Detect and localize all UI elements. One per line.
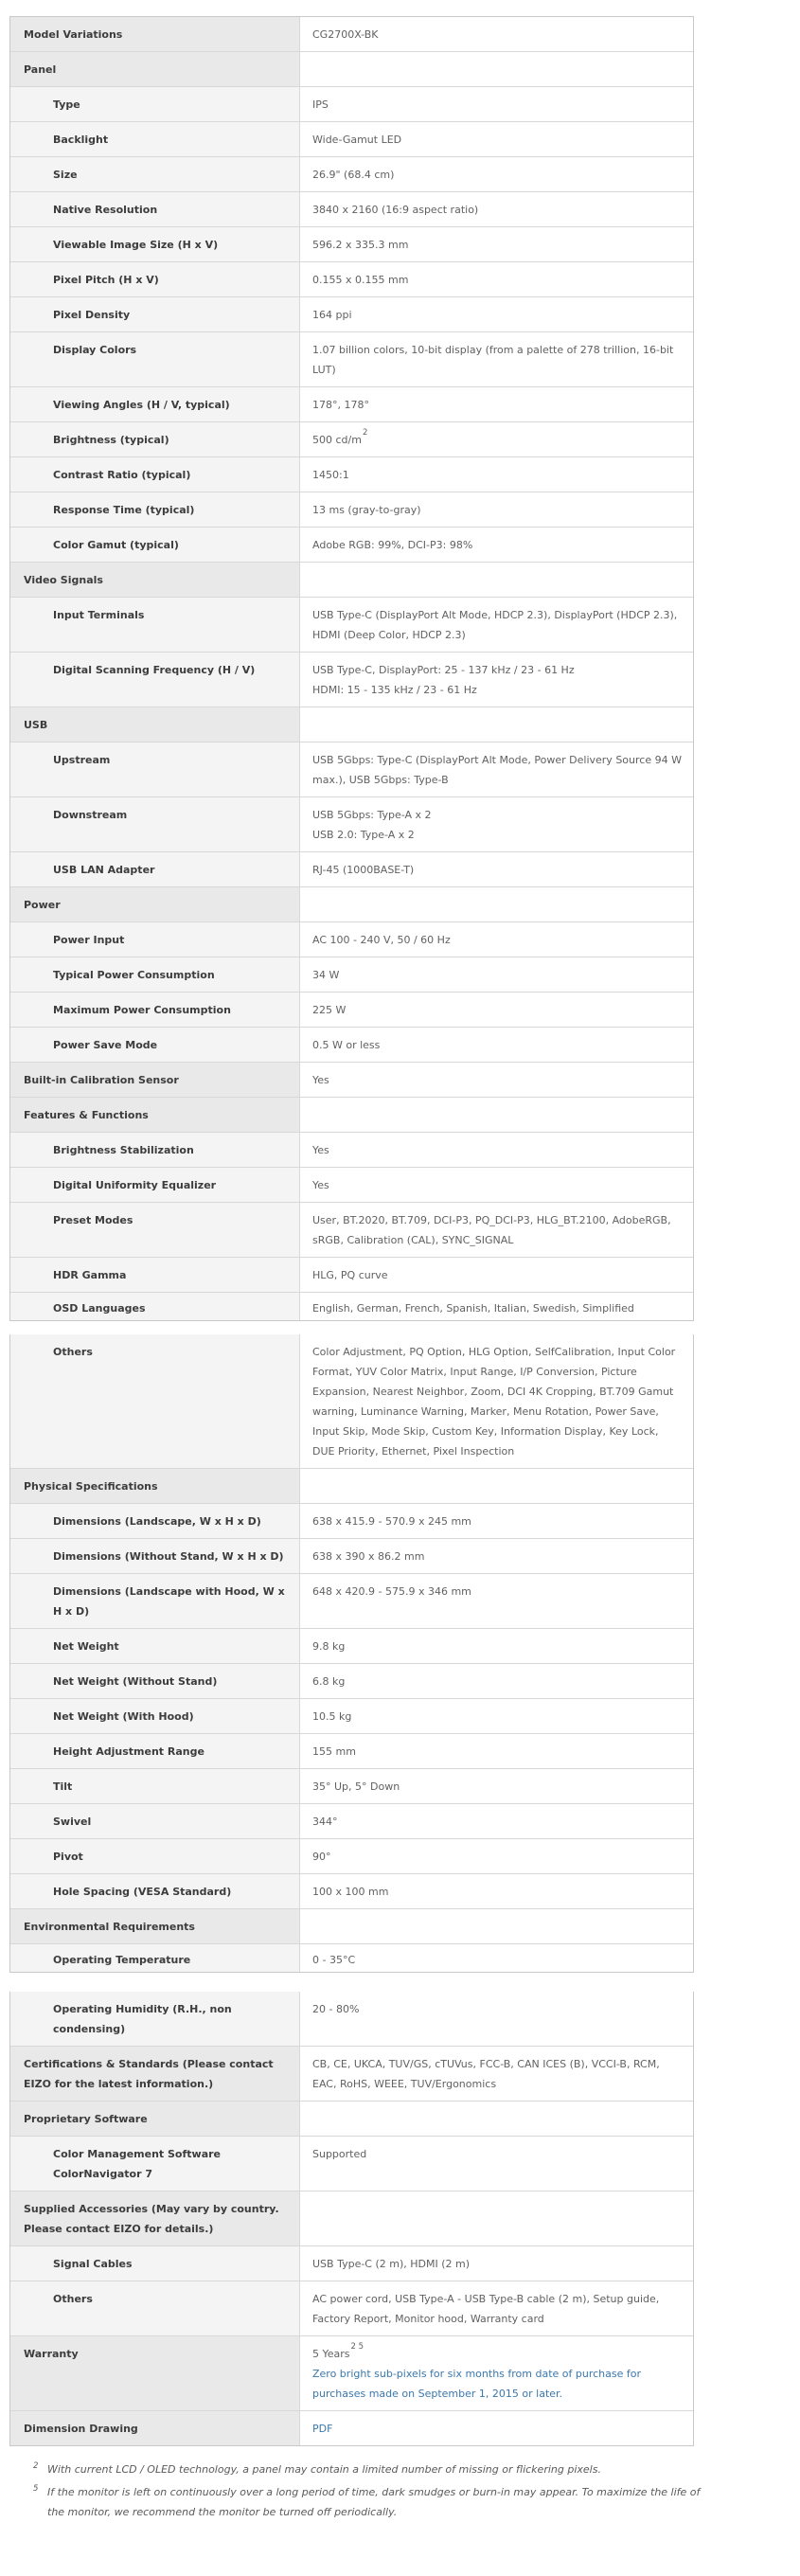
spec-value-text: 0.5 W or less xyxy=(312,1039,381,1051)
spec-label: Upstream xyxy=(10,742,300,796)
spec-label: Pivot xyxy=(10,1839,300,1873)
spec-label: Model Variations xyxy=(10,17,300,51)
spec-value-cell xyxy=(300,422,693,456)
spec-value-cell xyxy=(300,707,693,742)
spec-value-text: 9.8 kg xyxy=(312,1640,346,1653)
spec-label: Dimensions (Landscape, W x H x D) xyxy=(10,1504,300,1538)
spec-value-text: 638 x 415.9 - 570.9 x 245 mm xyxy=(312,1515,471,1528)
spec-row xyxy=(10,597,693,652)
spec-value-text: 6.8 kg xyxy=(312,1675,346,1688)
spec-table-segment xyxy=(9,1992,694,2446)
spec-value-cell xyxy=(300,528,693,562)
spec-value-text: HDMI: 15 - 135 kHz / 23 - 61 Hz xyxy=(312,684,477,696)
spec-value-cell xyxy=(300,1028,693,1062)
spec-label: Size xyxy=(10,157,300,191)
spec-row xyxy=(10,2245,693,2281)
spec-value-text: 648 x 420.9 - 575.9 x 346 mm xyxy=(312,1585,471,1598)
spec-value-text: Yes xyxy=(312,1179,329,1191)
spec-value-cell xyxy=(300,1874,693,1908)
spec-value-cell xyxy=(300,797,693,851)
spec-value-cell xyxy=(300,2191,693,2245)
spec-value-text: RJ-45 (1000BASE-T) xyxy=(312,864,415,876)
spec-value-text: USB Type-C (DisplayPort Alt Mode, HDCP 2.3), DisplayPort (HDCP 2.3), HDMI (Deep Color, HDCP 2.3) xyxy=(312,609,678,641)
spec-value-cell xyxy=(300,2336,693,2410)
spec-value-text: 5 Years$^{2 5}$ xyxy=(312,2342,364,2360)
spec-row xyxy=(10,957,693,992)
spec-label: Net Weight xyxy=(10,1629,300,1663)
spec-value-text: English, German, French, Spanish, Italian, Swedish, Simplified xyxy=(312,1302,634,1315)
spec-value-cell xyxy=(300,563,693,597)
spec-value-text: 20 - 80% xyxy=(312,2003,360,2015)
spec-label: Certifications & Standards (Please contact EIZO for the latest information.) xyxy=(10,2047,300,2101)
spec-label: HDR Gamma xyxy=(10,1258,300,1292)
spec-row xyxy=(10,1768,693,1803)
spec-row xyxy=(10,1698,693,1733)
spec-value-cell xyxy=(300,1992,693,2046)
spec-value-cell xyxy=(300,887,693,921)
spec-label: Supplied Accessories (May vary by country. Please contact EIZO for details.) xyxy=(10,2191,300,2245)
spec-row xyxy=(10,1992,693,2046)
footnote xyxy=(33,2460,710,2479)
spec-value-text: 35° Up, 5° Down xyxy=(312,1780,400,1793)
spec-row xyxy=(10,86,693,121)
footnotes xyxy=(33,2460,710,2522)
spec-value-cell xyxy=(300,1504,693,1538)
spec-value-text: 638 x 390 x 86.2 mm xyxy=(312,1550,425,1563)
spec-row xyxy=(10,226,693,261)
spec-row xyxy=(10,2281,693,2335)
footnote-marker: 2 xyxy=(33,2461,39,2471)
spec-label: Color Gamut (typical) xyxy=(10,528,300,562)
spec-label: USB LAN Adapter xyxy=(10,852,300,886)
spec-value-cell xyxy=(300,922,693,957)
spec-row xyxy=(10,886,693,921)
dimension-drawing-pdf-link[interactable]: PDF xyxy=(312,2423,333,2435)
spec-value-cell xyxy=(300,1293,693,1320)
spec-value-text: 26.9" (68.4 cm) xyxy=(312,169,395,181)
warranty-subpixel-policy-link[interactable]: Zero bright sub-pixels for six months from date of purchase for purchases made on September 1, 2015 or later. xyxy=(312,2368,642,2400)
spec-value-text: 90° xyxy=(312,1851,331,1863)
spec-row xyxy=(10,2335,693,2410)
spec-label: Net Weight (With Hood) xyxy=(10,1699,300,1733)
spec-row xyxy=(10,121,693,156)
spec-row xyxy=(10,1027,693,1062)
spec-value-text: Yes xyxy=(312,1144,329,1156)
spec-value-text: 225 W xyxy=(312,1004,347,1016)
spec-row xyxy=(10,191,693,226)
spec-value-cell xyxy=(300,653,693,707)
screenshot-stitch-seam xyxy=(9,1973,694,1992)
spec-value-cell xyxy=(300,1734,693,1768)
spec-label: Panel xyxy=(10,52,300,86)
spec-value-cell xyxy=(300,1168,693,1202)
spec-value-cell xyxy=(300,598,693,652)
spec-row xyxy=(10,1943,693,1972)
spec-row xyxy=(10,1908,693,1943)
spec-label: Type xyxy=(10,87,300,121)
spec-row xyxy=(10,421,693,456)
spec-value-text: 0.155 x 0.155 mm xyxy=(312,274,409,286)
spec-value-text: Adobe RGB: 99%, DCI-P3: 98% xyxy=(312,539,473,551)
spec-value-cell xyxy=(300,1574,693,1628)
spec-value-cell xyxy=(300,1133,693,1167)
spec-value-cell xyxy=(300,457,693,492)
spec-row xyxy=(10,1873,693,1908)
spec-label: Tilt xyxy=(10,1769,300,1803)
spec-row xyxy=(10,492,693,527)
spec-label: Power xyxy=(10,887,300,921)
spec-value-text: 34 W xyxy=(312,969,340,981)
spec-value-text: 3840 x 2160 (16:9 aspect ratio) xyxy=(312,204,479,216)
screenshot-stitch-seam xyxy=(9,1321,694,1334)
spec-table xyxy=(9,16,694,2446)
spec-value-cell xyxy=(300,1769,693,1803)
spec-label: Display Colors xyxy=(10,332,300,386)
spec-value-cell xyxy=(300,227,693,261)
spec-row xyxy=(10,17,693,51)
spec-label: Proprietary Software xyxy=(10,2102,300,2136)
spec-label: Native Resolution xyxy=(10,192,300,226)
spec-label: Built-in Calibration Sensor xyxy=(10,1063,300,1097)
spec-label: Video Signals xyxy=(10,563,300,597)
spec-value-text: AC 100 - 240 V, 50 / 60 Hz xyxy=(312,934,451,946)
spec-label: USB xyxy=(10,707,300,742)
spec-value-text: 155 mm xyxy=(312,1745,356,1758)
spec-label: Maximum Power Consumption xyxy=(10,993,300,1027)
spec-label: Typical Power Consumption xyxy=(10,957,300,992)
spec-row xyxy=(10,796,693,851)
spec-value-text: IPS xyxy=(312,98,329,111)
spec-value-cell xyxy=(300,1063,693,1097)
spec-row xyxy=(10,1838,693,1873)
spec-row xyxy=(10,851,693,886)
spec-label: Contrast Ratio (typical) xyxy=(10,457,300,492)
spec-label: Hole Spacing (VESA Standard) xyxy=(10,1874,300,1908)
spec-value-cell xyxy=(300,122,693,156)
spec-label: Pixel Density xyxy=(10,297,300,331)
spec-row xyxy=(10,156,693,191)
spec-value-text: User, BT.2020, BT.709, DCI-P3, PQ_DCI-P3, HLG_BT.2100, AdobeRGB, sRGB, Calibration (CAL), SYNC_SIGNAL xyxy=(312,1214,671,1246)
spec-value-text: Yes xyxy=(312,1074,329,1086)
spec-label: Brightness (typical) xyxy=(10,422,300,456)
spec-value-cell xyxy=(300,2047,693,2101)
spec-value-cell xyxy=(300,87,693,121)
spec-row xyxy=(10,1257,693,1292)
spec-row xyxy=(10,1062,693,1097)
spec-label: Input Terminals xyxy=(10,598,300,652)
spec-label: Dimension Drawing xyxy=(10,2411,300,2445)
spec-value-cell xyxy=(300,1804,693,1838)
spec-value-text: 10.5 kg xyxy=(312,1710,352,1723)
spec-value-text: Wide-Gamut LED xyxy=(312,134,402,146)
spec-label: Power Input xyxy=(10,922,300,957)
spec-row xyxy=(10,1503,693,1538)
spec-value-text: USB Type-C (2 m), HDMI (2 m) xyxy=(312,2258,471,2270)
spec-value-text: 500 $cd/m^2$ xyxy=(312,428,368,446)
spec-value-cell xyxy=(300,52,693,86)
spec-label: Digital Scanning Frequency (H / V) xyxy=(10,653,300,707)
spec-value-cell xyxy=(300,332,693,386)
spec-value-text: USB 5Gbps: Type-C (DisplayPort Alt Mode, Power Delivery Source 94 W max.), USB 5Gbps: Type-B xyxy=(312,754,682,786)
spec-row xyxy=(10,1097,693,1132)
spec-value-text: AC power cord, USB Type-A - USB Type-B cable (2 m), Setup guide, Factory Report, Monitor hood, Warranty card xyxy=(312,2293,660,2325)
spec-value-cell xyxy=(300,2246,693,2281)
spec-row xyxy=(10,2136,693,2191)
footnote xyxy=(33,2482,710,2522)
spec-label: Environmental Requirements xyxy=(10,1909,300,1943)
spec-row xyxy=(10,1663,693,1698)
spec-table-segment xyxy=(9,1334,694,1973)
footnote-text: If the monitor is left on continuously over a long period of time, dark smudges or burn-in may appear. To maximize the life of the monitor, we recommend the monitor be turned off periodically. xyxy=(47,2486,701,2518)
spec-value-cell xyxy=(300,2411,693,2445)
spec-label: Preset Modes xyxy=(10,1203,300,1257)
spec-value-text: Supported xyxy=(312,2148,367,2160)
spec-value-text: CB, CE, UKCA, TUV/GS, cTUVus, FCC-B, CAN ICES (B), VCCI-B, RCM, EAC, RoHS, WEEE, TUV/Ergonomics xyxy=(312,2058,660,2090)
spec-row xyxy=(10,707,693,742)
spec-value-cell xyxy=(300,1469,693,1503)
spec-row xyxy=(10,2410,693,2445)
spec-row xyxy=(10,1167,693,1202)
spec-value-text: 100 x 100 mm xyxy=(312,1886,389,1898)
spec-row xyxy=(10,992,693,1027)
spec-row xyxy=(10,1573,693,1628)
spec-row xyxy=(10,527,693,562)
spec-value-cell xyxy=(300,1334,693,1468)
spec-row xyxy=(10,2191,693,2245)
spec-value-text: 596.2 x 335.3 mm xyxy=(312,239,409,251)
spec-value-text: USB 5Gbps: Type-A x 2 xyxy=(312,809,432,821)
spec-label: Others xyxy=(10,1334,300,1468)
spec-label: Warranty xyxy=(10,2336,300,2410)
spec-value-text: 164 ppi xyxy=(312,309,352,321)
spec-value-text: USB Type-C, DisplayPort: 25 - 137 kHz / 23 - 61 Hz xyxy=(312,664,575,676)
spec-value-cell xyxy=(300,297,693,331)
spec-label: OSD Languages xyxy=(10,1293,300,1320)
spec-label: Swivel xyxy=(10,1804,300,1838)
spec-label: Response Time (typical) xyxy=(10,492,300,527)
spec-row xyxy=(10,1334,693,1468)
spec-row xyxy=(10,1132,693,1167)
spec-row xyxy=(10,1202,693,1257)
spec-value-text: CG2700X-BK xyxy=(312,28,379,41)
spec-row xyxy=(10,386,693,421)
spec-label: Operating Humidity (R.H., non condensing) xyxy=(10,1992,300,2046)
spec-value-text: 13 ms (gray-to-gray) xyxy=(312,504,421,516)
spec-value-cell xyxy=(300,17,693,51)
spec-row xyxy=(10,51,693,86)
spec-value-text: 1450:1 xyxy=(312,469,349,481)
spec-row xyxy=(10,562,693,597)
spec-value-cell xyxy=(300,1539,693,1573)
spec-value-cell xyxy=(300,993,693,1027)
spec-row xyxy=(10,2046,693,2101)
spec-label: Signal Cables xyxy=(10,2246,300,2281)
spec-label: Physical Specifications xyxy=(10,1469,300,1503)
spec-label: Operating Temperature xyxy=(10,1944,300,1972)
spec-value-cell xyxy=(300,387,693,421)
spec-value-cell xyxy=(300,1258,693,1292)
spec-label: Others xyxy=(10,2281,300,2335)
spec-row xyxy=(10,261,693,296)
spec-row xyxy=(10,1803,693,1838)
spec-label: Backlight xyxy=(10,122,300,156)
spec-value-text: HLG, PQ curve xyxy=(312,1269,388,1281)
spec-label: Net Weight (Without Stand) xyxy=(10,1664,300,1698)
spec-row xyxy=(10,296,693,331)
spec-row xyxy=(10,1733,693,1768)
spec-value-cell xyxy=(300,742,693,796)
spec-value-cell xyxy=(300,1098,693,1132)
spec-label: Downstream xyxy=(10,797,300,851)
spec-value-cell xyxy=(300,852,693,886)
footnote-text: With current LCD / OLED technology, a panel may contain a limited number of missing or flickering pixels. xyxy=(47,2463,601,2476)
spec-value-text: 344° xyxy=(312,1816,338,1828)
spec-row xyxy=(10,1292,693,1320)
spec-label: Viewing Angles (H / V, typical) xyxy=(10,387,300,421)
spec-label: Dimensions (Without Stand, W x H x D) xyxy=(10,1539,300,1573)
spec-value-cell xyxy=(300,1699,693,1733)
spec-row xyxy=(10,921,693,957)
footnote-marker: 5 xyxy=(33,2484,39,2494)
spec-row xyxy=(10,652,693,707)
spec-row xyxy=(10,1468,693,1503)
spec-value-cell xyxy=(300,1629,693,1663)
spec-value-text: 178°, 178° xyxy=(312,399,369,411)
spec-value-text: Color Adjustment, PQ Option, HLG Option, SelfCalibration, Input Color Format, YUV Color Matrix, Input Range, I/P Conversion, Picture Expansion, Nearest Neighbor, Zoom, DCI 4K Cropping, BT.709 Gamut warning, Luminance Warning, Marker, Menu Rotation, Power Save, Input Skip, Mode Skip, Custom Key, Information Display, Key Lock, DUE Priority, Ethernet, Pixel Inspection xyxy=(312,1346,676,1458)
spec-value-text: 1.07 billion colors, 10-bit display (from a palette of 278 trillion, 16-bit LUT) xyxy=(312,344,674,376)
spec-value-cell xyxy=(300,262,693,296)
spec-value-cell xyxy=(300,2137,693,2191)
spec-row xyxy=(10,456,693,492)
spec-label: Dimensions (Landscape with Hood, W x H x D) xyxy=(10,1574,300,1628)
spec-value-cell xyxy=(300,1664,693,1698)
spec-table-segment xyxy=(9,16,694,1321)
spec-label: Viewable Image Size (H x V) xyxy=(10,227,300,261)
spec-value-cell xyxy=(300,2281,693,2335)
spec-value-cell xyxy=(300,492,693,527)
spec-label: Power Save Mode xyxy=(10,1028,300,1062)
spec-label: Height Adjustment Range xyxy=(10,1734,300,1768)
spec-row xyxy=(10,1628,693,1663)
spec-row xyxy=(10,1538,693,1573)
spec-value-cell xyxy=(300,1944,693,1972)
spec-row xyxy=(10,742,693,796)
spec-label: Color Management Software ColorNavigator 7 xyxy=(10,2137,300,2191)
spec-value-text: USB 2.0: Type-A x 2 xyxy=(312,829,415,841)
spec-label: Pixel Pitch (H x V) xyxy=(10,262,300,296)
spec-row xyxy=(10,2101,693,2136)
spec-value-cell xyxy=(300,157,693,191)
spec-value-text: 0 - 35°C xyxy=(312,1954,356,1966)
spec-value-cell xyxy=(300,1909,693,1943)
spec-label: Digital Uniformity Equalizer xyxy=(10,1168,300,1202)
spec-value-cell xyxy=(300,1203,693,1257)
spec-value-cell xyxy=(300,2102,693,2136)
spec-value-cell xyxy=(300,957,693,992)
spec-label: Features & Functions xyxy=(10,1098,300,1132)
spec-value-cell xyxy=(300,1839,693,1873)
spec-row xyxy=(10,331,693,386)
spec-value-cell xyxy=(300,192,693,226)
spec-label: Brightness Stabilization xyxy=(10,1133,300,1167)
